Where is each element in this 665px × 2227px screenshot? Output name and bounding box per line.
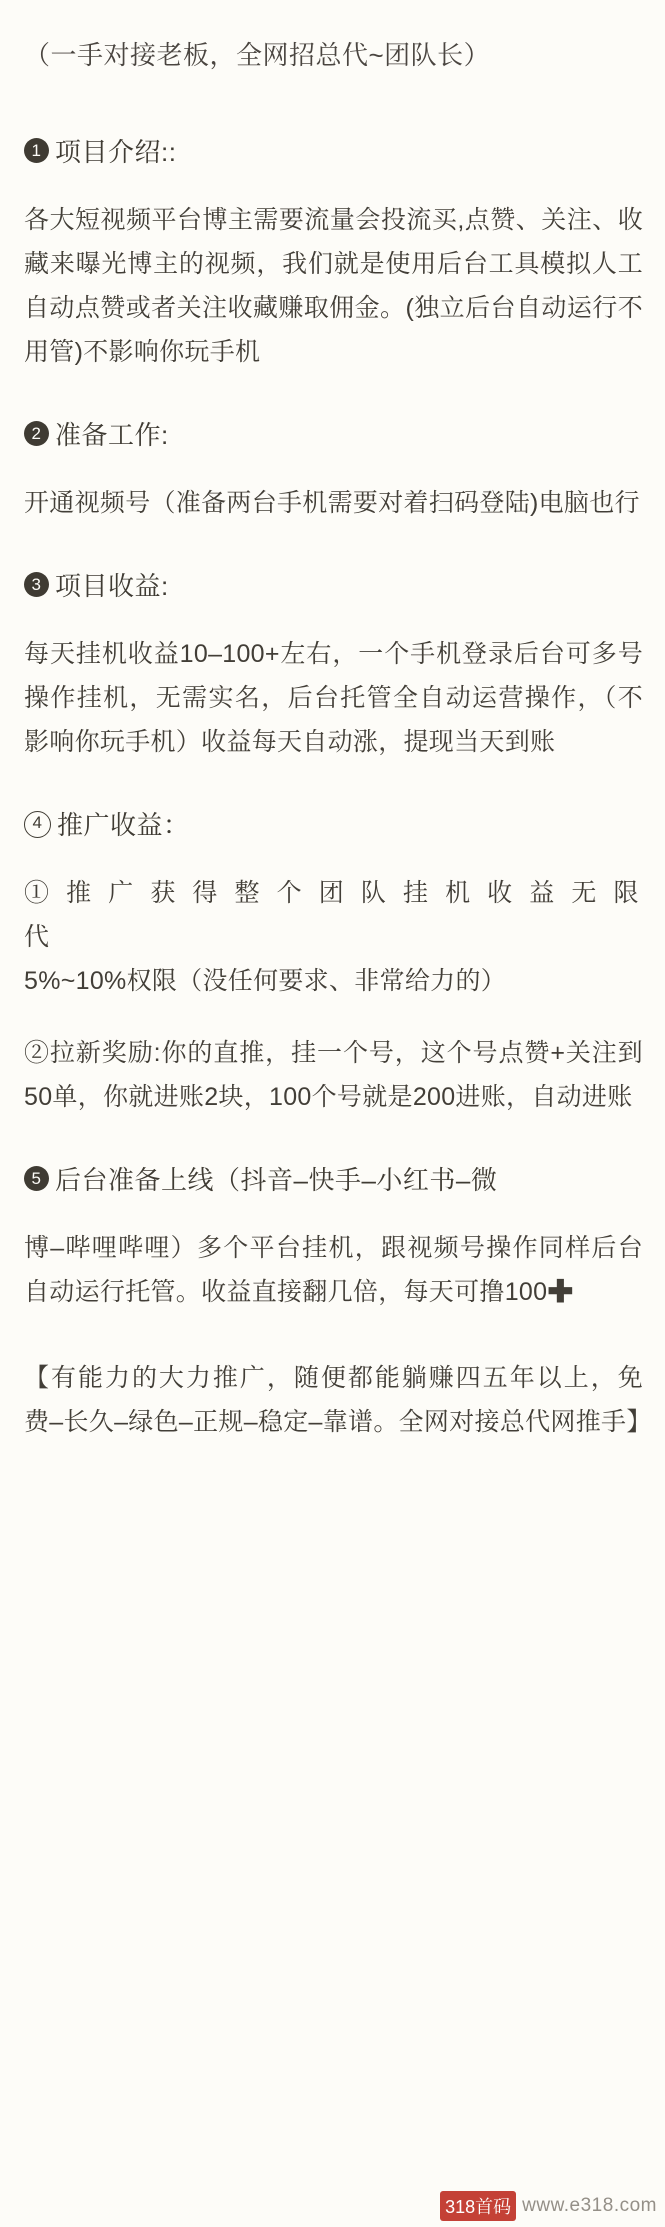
section-title-text: 推广收益： xyxy=(57,810,190,840)
page-headline: （一手对接老板，全网招总代~团队长） xyxy=(24,40,491,70)
section-paragraph: 开通视频号（准备两台手机需要对着扫码登陆)电脑也行 xyxy=(24,489,640,517)
plus-glyph-icon: ✚ xyxy=(547,1274,574,1309)
section-project-income xyxy=(22,567,643,764)
section-promotion-income xyxy=(22,806,643,1119)
bullet-number-icon: 2 xyxy=(24,421,49,446)
section-paragraph: 各大短视频平台博主需要流量会投流买,点赞、关注、收藏来曝光博主的视频，我们就是使用后台工具模拟人工自动点赞或者关注收藏赚取佣金。(独立后台自动运行不用管)不影响你玩手机 xyxy=(24,206,643,366)
section-title-text: 项目介绍:: xyxy=(55,137,177,167)
section-paragraph xyxy=(24,1226,643,1314)
section-title-text: 后台准备上线（抖音–快手–小红书–微 xyxy=(55,1165,498,1195)
closing-paragraph: 【有能力的大力推广，随便都能躺赚四五年以上，免费–长久–绿色–正规–稳定–靠谱。全网对接总代网推手】 xyxy=(24,1364,652,1436)
section-paragraph-promo-1: ① 推 广 获 得 整 个 团 队 挂 机 收 益 无 限 代 xyxy=(24,879,643,951)
bullet-number-icon: 1 xyxy=(24,138,49,163)
watermark-badge: 318首码 xyxy=(440,2191,516,2221)
section-platform-launch xyxy=(22,1161,643,1314)
section-title xyxy=(24,1161,643,1200)
section-preparation xyxy=(22,416,643,525)
section-title-text: 准备工作: xyxy=(55,420,169,450)
section-paragraph-text: 博–哔哩哔哩）多个平台挂机，跟视频号操作同样后台自动运行托管。收益直接翻几倍，每天可撸100 xyxy=(24,1234,643,1306)
section-project-intro xyxy=(22,133,643,374)
bullet-number-icon: 5 xyxy=(24,1166,49,1191)
watermark-text: www.e318.com xyxy=(522,2195,657,2216)
section-paragraph-promo-3: ②拉新奖励:你的直推，挂一个号，这个号点赞+关注到50单，你就进账2块，100个号就是200进账，自动进账 xyxy=(24,1039,643,1111)
section-paragraph-promo-2: 5%~10%权限（没任何要求、非常给力的） xyxy=(24,967,507,995)
section-title-text: 项目收益: xyxy=(55,571,169,601)
section-paragraph: 每天挂机收益10–100+左右，一个手机登录后台可多号操作挂机，无需实名，后台托管全自动运营操作，（不影响你玩手机）收益每天自动涨，提现当天到账 xyxy=(24,640,643,756)
section-title xyxy=(24,416,643,455)
section-title xyxy=(24,133,643,172)
watermark xyxy=(440,2191,657,2221)
bullet-number-icon: 4 xyxy=(24,811,51,838)
section-title xyxy=(24,567,643,606)
bullet-number-icon: 3 xyxy=(24,572,49,597)
section-title xyxy=(24,806,643,845)
